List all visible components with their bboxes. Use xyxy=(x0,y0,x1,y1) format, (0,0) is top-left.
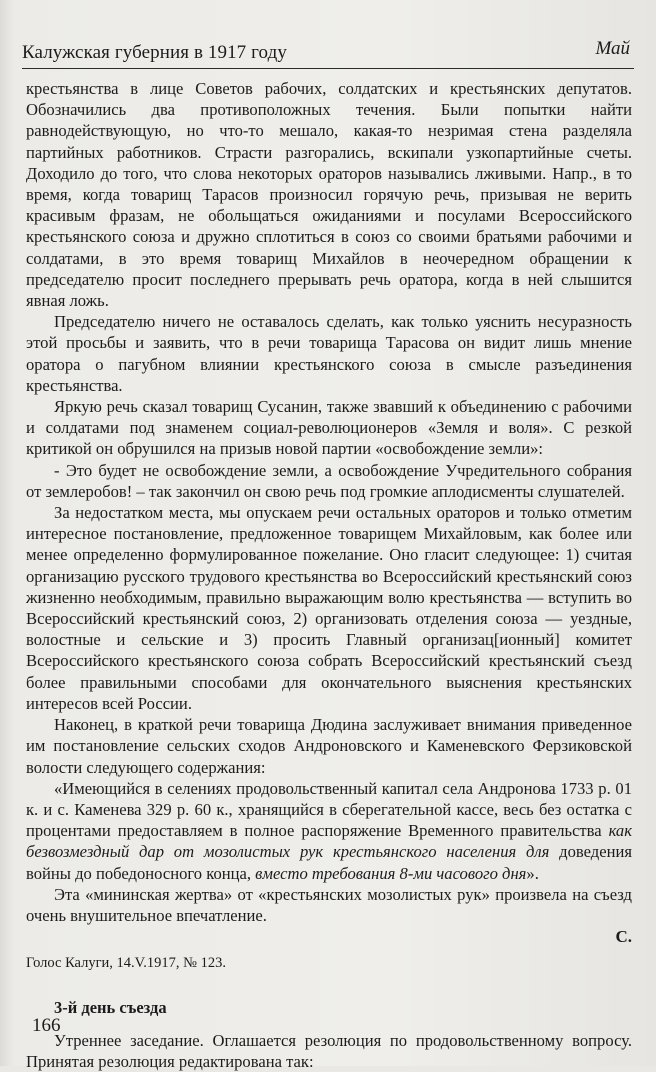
paragraph: За недостатком места, мы опускаем речи остальных ораторов и только отметим интересное постановление, предложенное товарищем Михайловым, как более или менее определенно формулированное пожелание. Оно гласит следующее: 1) считая организацию русского трудового крестьянства во Всероссийский крестьянский союз жизненно необходимым, правильно выражающим волю крестьянства — вступить во Всероссийский крестьянский союз, 2) организовать отделения союза — уездные, волостные и сельские и 3) просить Главный организац[ионный] комитет Всероссийского крестьянского союза собрать Всероссийский крестьянский съезд более правильными способами для окончательного выяснения крестьянских интересов всей России. xyxy=(26,503,632,713)
header-rule xyxy=(22,68,634,69)
paragraph: Эта «мининская жертва» от «крестьянских мозолистых рук» произвела на съезд очень внушительное впечатление. xyxy=(26,884,632,925)
paragraph: Утреннее заседание. Оглашается резолюция по продовольственному вопросу. Принятая резолюция редактирована так: xyxy=(26,1030,632,1071)
quote-emphasis: вместо требования 8-ми часового дня xyxy=(255,863,527,883)
author-signature: С. xyxy=(615,927,632,947)
page-number: 166 xyxy=(32,1015,61,1036)
running-header xyxy=(22,38,634,68)
paragraph: Председателю ничего не оставалось сделать, как только уяснить несуразность этой просьбы и заявить, что в речи товарища Тарасова он видит лишь мнение оратора о пагубном влиянии крестьянского союза в смысле разъединения крестьянства. xyxy=(26,312,632,395)
section-title: 3-й день съезда xyxy=(54,997,167,1017)
body-text xyxy=(26,78,632,1072)
paragraph: - Это будет не освобождение земли, а освобождение Учредительного собрания от землеробов! – так закончил он свою речь под громкие аплодисменты слушателей. xyxy=(26,460,632,501)
running-header-month: Май xyxy=(595,38,630,59)
running-header-title: Калужская губерния в 1917 году xyxy=(22,42,287,63)
source-citation: Голос Калуги, 14.V.1917, № 123. xyxy=(26,955,226,972)
paragraph: крестьянства в лице Советов рабочих, солдатских и крестьянских депутатов. Обозначились два противоположных течения. Были попытки найти равнодействующую, но что-то мешало, какая-то незримая стена разделяла партийных работников. Страсти разгорались, вскипали узкопартийные счеты. Доходило до того, что слова некоторых ораторов назывались лживыми. Напр., в то время, когда товарищ Тарасов произносил горячую речь, призывая не верить красивым фразам, не обольщаться ожиданиями и посулами Всероссийского крестьянского союза и дружно сплотиться в союз со своими братьями рабочими и солдатами, в это время товарищ Михайлов в неочередном обращении к председателю просит последнего прерывать речь оратора, когда в ней слышится явная ложь. xyxy=(26,79,632,311)
quote-emphasis: как безвозмездный дар от мозолистых рук крестьянского населения для xyxy=(26,821,632,862)
quote-text: доведения войны до победоносного конца, xyxy=(26,842,632,883)
quote-text: «Имеющийся в селениях продовольственный капитал села Андронова 1733 р. 01 к. и с. Каменева 329 р. 60 к., хранящийся в сберегательной кассе, весь без остатка с процентами предоставляем в полное распоряжение Временного правительства xyxy=(26,778,632,841)
quote-text: ». xyxy=(526,863,539,883)
paragraph: Яркую речь сказал товарищ Сусанин, также звавший к объединению с рабочими и солдатами под знаменем социал-революционеров «Земля и воля». С резкой критикой он обрушился на призыв новой партии «освобождение земли»: xyxy=(26,397,632,459)
quote-paragraph xyxy=(26,778,632,884)
paragraph: Наконец, в краткой речи товарища Дюдина заслуживает внимания приведенное им постановление сельских сходов Андроновского и Каменевского Ферзиковской волости следующего содержания: xyxy=(26,715,632,777)
